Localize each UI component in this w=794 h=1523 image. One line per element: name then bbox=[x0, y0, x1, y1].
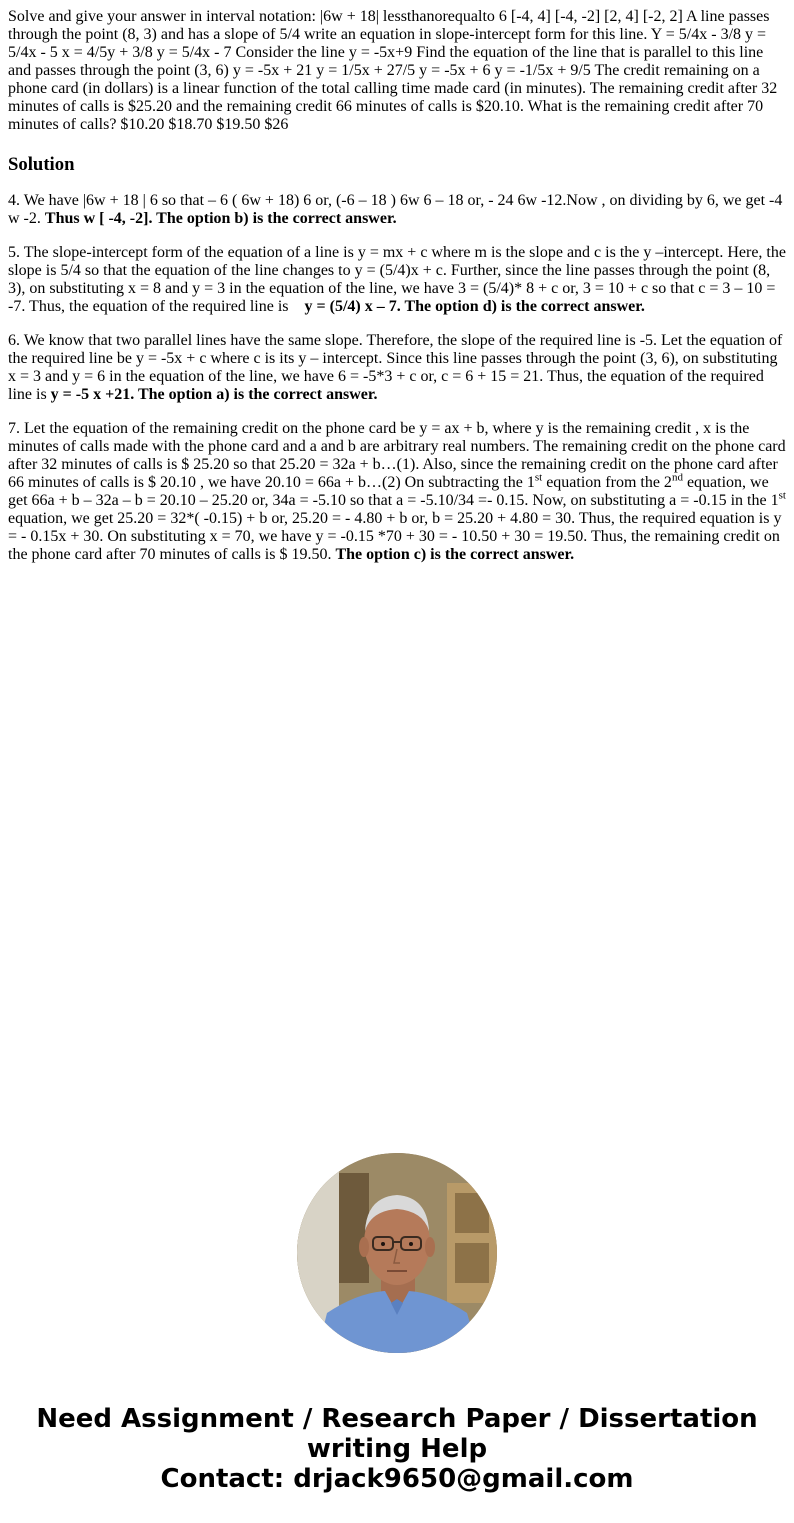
answer-7 bbox=[8, 420, 786, 564]
help-footer bbox=[0, 1404, 794, 1494]
answer-7-part1: 7. Let the equation of the remaining credit on the phone card be y = ax + b, where y is the remaining credit , x is the minutes of calls made with the phone card and a and b are arbitrary real numbers. The remaining credit on the phone card after 32 minutes of calls is $ 25.20 so that 25.20 = 32a + b…(1). Also, since the remaining credit on the phone card after 66 minutes of calls is $ 20.10 , we have 20.10 = 66a + b…(2) On subtracting the 1 bbox=[8, 420, 786, 491]
footer-line-2: writing Help bbox=[306, 1434, 488, 1464]
answer-7-sup3: st bbox=[778, 489, 786, 502]
answer-7-sup2: nd bbox=[671, 471, 683, 484]
answer-4-text: 4. We have |6w + 18 | 6 so that – 6 ( 6w + 18) 6 or, (-6 – 18 ) 6w 6 – 18 or, - 24 6w -12.Now , on dividing by 6, we get -4 w -2. bbox=[8, 192, 783, 227]
author-photo-illustration bbox=[297, 1153, 497, 1353]
answer-4 bbox=[8, 192, 786, 228]
answer-6 bbox=[8, 332, 786, 404]
question-text: Solve and give your answer in interval notation: |6w + 18| lessthanorequalto 6 [-4, 4] [-4, -2] [2, 4] [-2, 2] A line passes through the point (8, 3) and has a slope of 5/4 write an equation in slope-intercept form for this line. Y = 5/4x - 3/8 y = 5/4x - 5 x = 4/5y + 3/8 y = 5/4x - 7 Consider the line y = -5x+9 Find the equation of the line that is parallel to this line and passes through the point (3, 6) y = -5x + 21 y = 1/5x + 27/5 y = -5x + 6 y = -1/5x + 9/5 The credit remaining on a phone card (in dollars) is a linear function of the total calling time made card (in minutes). The remaining credit after 32 minutes of calls is $25.20 and the remaining credit 66 minutes of calls is $20.10. What is the remaining credit after 70 minutes of calls? $10.20 $18.70 $19.50 $26 bbox=[8, 8, 778, 133]
footer-line-1: Need Assignment / Research Paper / Dissertation bbox=[36, 1404, 758, 1434]
answer-7-part3: equation, we get 66a + b – 32a – b = 20.10 – 25.20 or, 34a = -5.10 so that a = -5.10/34 =- 0.15. Now, on substituting a = -0.15 in the 1 bbox=[8, 474, 779, 509]
solution-heading: Solution bbox=[8, 154, 75, 175]
answer-7-conclusion: The option c) is the correct answer. bbox=[335, 546, 575, 563]
answer-6-text: 6. We know that two parallel lines have the same slope. Therefore, the slope of the required line is -5. Let the equation of the required line be y = -5x + c where c is its y – intercept. Since this line passes through the point (3, 6), on substituting x = 3 and y = 6 in the equation of the line, we have 6 = -5*3 + c or, c = 6 + 15 = 21. Thus, the equation of the required line is bbox=[8, 332, 783, 403]
answer-5-text: 5. The slope-intercept form of the equation of a line is y = mx + c where m is the slope and c is the y –intercept. Here, the slope is 5/4 so that the equation of the line changes to y = (5/4)x + c. Further, since the line passes through the point (8, 3), on substituting x = 8 and y = 3 in the equation of the line, we have 3 = (5/4)* 8 + c or, 3 = 10 + c so that c = 3 – 10 = -7. Thus, the equation of the required line is bbox=[8, 244, 786, 315]
answer-4-conclusion: Thus w [ -4, -2]. The option b) is the correct answer. bbox=[44, 210, 397, 227]
answer-7-part2: equation from the 2 bbox=[542, 474, 672, 491]
answer-5-conclusion: y = (5/4) x – 7. The option d) is the correct answer. bbox=[304, 298, 645, 315]
answer-7-sup1: st bbox=[534, 471, 543, 484]
answer-7-part4: equation, we get 25.20 = 32*( -0.15) + b or, 25.20 = - 4.80 + b or, b = 25.20 + 4.80 = 30. Thus, the required equation is y = - 0.15x + 30. On substituting x = 70, we have y = -0.15 *70 + 30 = - 10.50 + 30 = 19.50. Thus, the remaining credit on the phone card after 70 minutes of calls is $ 19.50. bbox=[8, 510, 782, 563]
document-content bbox=[8, 8, 786, 564]
answer-5 bbox=[8, 244, 786, 316]
footer-contact: Contact: drjack9650@gmail.com bbox=[160, 1464, 634, 1494]
author-avatar bbox=[297, 1153, 497, 1353]
answer-6-conclusion: y = -5 x +21. The option a) is the correct answer. bbox=[50, 386, 378, 403]
